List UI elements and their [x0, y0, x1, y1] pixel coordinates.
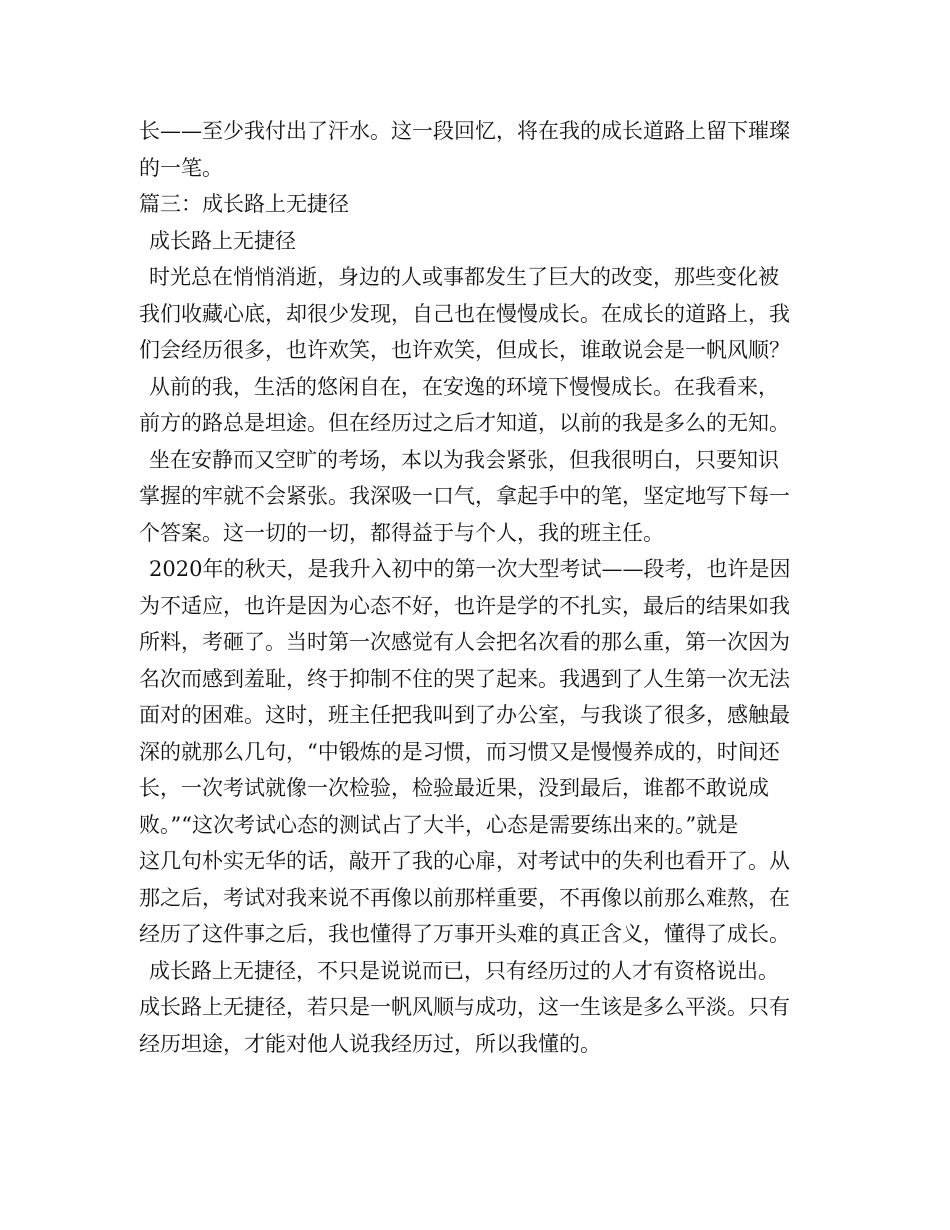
paragraph-2-line-1: 从前的我，生活的悠闲自在，在安逸的环境下慢慢成长。在我看来， [149, 374, 779, 399]
paragraph-2-line-2: 前方的路总是坦途。但在经历过之后才知道，以前的我是多么的无知。 [139, 411, 790, 435]
essay-text [139, 113, 829, 1062]
paragraph-5-line-2: 成长路上无捷径，若只是一帆风顺与成功，这一生该是多么平淡。只有 [139, 995, 790, 1019]
essay-title: 成长路上无捷径 [149, 228, 296, 253]
paragraph-1-line-3: 们会经历很多，也许欢笑，也许欢笑，但成长，谁敢说会是一帆风顺？ [139, 338, 790, 362]
paragraph-3-line-1: 坐在安静而又空旷的考场，本以为我会紧张，但我很明白，只要知识 [149, 447, 779, 472]
section-heading: 篇三：成长路上无捷径 [139, 192, 349, 216]
paragraph-4-line-6: 深的就那么几句，“中锻炼的是习惯，而习惯又是慢慢养成的，时间还 [139, 739, 780, 764]
paragraph-4-line-2: 为不适应，也许是因为心态不好，也许是学的不扎实，最后的结果如我 [139, 593, 790, 618]
paragraph-4-line-10: 那之后，考试对我来说不再像以前那样重要，不再像以前那么难熬，在 [139, 885, 790, 910]
paragraph-4-line-4: 名次而感到羞耻，终于抑制不住的哭了起来。我遇到了人生第一次无法 [139, 666, 790, 691]
paragraph-4-line-3: 所料，考砸了。当时第一次感觉有人会把名次看的那么重，第一次因为 [139, 630, 790, 654]
paragraph-1-line-1: 时光总在悄悄消逝，身边的人或事都发生了巨大的改变，那些变化被 [149, 265, 779, 289]
paragraph-1-line-2: 我们收藏心底，却很少发现，自己也在慢慢成长。在成长的道路上，我 [139, 301, 790, 326]
paragraph-4-line-5: 面对的困难。这时，班主任把我叫到了办公室，与我谈了很多，感触最 [139, 703, 790, 727]
paragraph-4-line-7: 长，一次考试就像一次检验，检验最近果，没到最后，谁都不敢说成 [139, 776, 769, 800]
paragraph-4-line-1: 2020年的秋天，是我升入初中的第一次大型考试——段考，也许是因 [149, 557, 791, 581]
paragraph-5-line-1: 成长路上无捷径，不只是说说而已，只有经历过的人才有资格说出。 [149, 958, 779, 983]
paragraph-4-line-8: 败。”“这次考试心态的测试占了大半，心态是需要练出来的。”就是 [139, 812, 739, 837]
text-line-continuation-end: 的一笔。 [139, 155, 223, 180]
text-line-continuation: 长——至少我付出了汗水。这一段回忆，将在我的成长道路上留下璀璨 [139, 119, 790, 143]
paragraph-3-line-2: 掌握的牢就不会紧张。我深吸一口气，拿起手中的笔，坚定地写下每一 [139, 484, 790, 508]
paragraph-4-line-11: 经历了这件事之后，我也懂得了万事开头难的真正含义，懂得了成长。 [139, 922, 790, 946]
paragraph-4-line-9: 这几句朴实无华的话，敲开了我的心扉，对考试中的失利也看开了。从 [139, 849, 790, 873]
paragraph-3-line-3: 个答案。这一切的一切，都得益于与个人，我的班主任。 [139, 520, 664, 545]
paragraph-5-line-3: 经历坦途，才能对他人说我经历过，所以我懂的。 [139, 1031, 601, 1056]
